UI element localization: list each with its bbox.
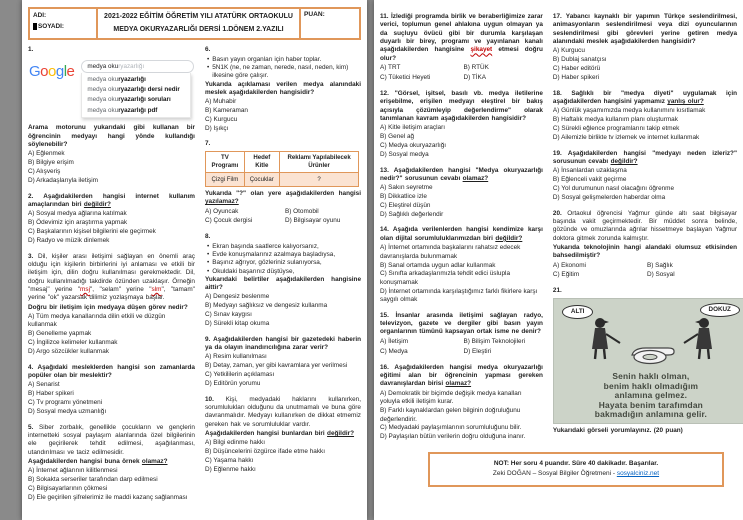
answer-option: D) Sosyal bbox=[646, 271, 675, 279]
question-stem: Yukarıda açıklaması verilen medya alanındaki meslek aşağıdakilerden hangisidir? bbox=[204, 80, 361, 96]
answer-option: C) Eğitim bbox=[552, 271, 580, 279]
question-stem: 4. Aşağıdaki mesleklerden hangisi son zamanlarda popüler olan bir meslektir? bbox=[28, 363, 195, 379]
exam-title-cell bbox=[97, 8, 300, 39]
caption-line: Hayata benim tarafımdan bbox=[598, 399, 703, 410]
answer-option: D) Haber spikeri bbox=[552, 74, 600, 82]
question-q5 bbox=[28, 424, 195, 503]
answer-option: D) Sosyal medya uzmanlığı bbox=[28, 408, 107, 416]
right-man-figure bbox=[684, 318, 712, 359]
caption-line: anlamına gelmez. bbox=[614, 390, 688, 401]
answer-options bbox=[28, 313, 195, 357]
bullet-icon: • bbox=[206, 55, 210, 63]
question-stem: Aşağıdakilerden hangisi bunlardan biri değildir? bbox=[204, 430, 355, 438]
bullet-icon: • bbox=[206, 63, 210, 71]
speech-bubble-right-text: DOKUZ bbox=[708, 306, 731, 314]
google-logo: Google bbox=[29, 62, 75, 80]
question-stem: Yukarıda "?" olan yere aşağıdakilerden hangisi yazılamaz? bbox=[204, 189, 361, 205]
answer-option: D) Ele geçirilen şifrelerimiz ile maddi kazanç sağlanması bbox=[28, 494, 188, 502]
bullet-text: Ekran başında saatlerce kalıyorsanız, bbox=[212, 242, 319, 250]
question-stem: Aşağıdakilerden hangisi buna örnek olamaz? bbox=[28, 457, 168, 465]
answer-option: A) Resim kullanılması bbox=[204, 353, 267, 361]
answer-option: C) Medya okuryazarlığı bbox=[380, 142, 447, 150]
exam-header-table bbox=[28, 7, 361, 40]
answer-option: D) Ailemizle birlikte tv izlemek ve internet kullanmak bbox=[552, 134, 700, 142]
answer-option: A) İletişim bbox=[380, 338, 409, 346]
question-q18 bbox=[553, 90, 737, 143]
question-body-text: 20. Ortaokul öğrencisi Yağmur günde altı saat bilgisayar başında vakit geçirmektedir. Bir müddet sonra belinde, gözünde ve omuzlarında ağrılar hissetmeye başlayan Yağmur doktora gitmek zorunda kalmıştır. bbox=[552, 209, 737, 242]
answer-option: B) Medyayı sağlıksız ve dengesiz kullanma bbox=[204, 302, 328, 310]
note-author: Zeki DOĞAN – Sosyal Bilgiler Öğretmeni - bbox=[492, 470, 617, 478]
answer-option: B) Eğlenceli vakit geçirme bbox=[552, 176, 627, 184]
bullet-item bbox=[205, 243, 361, 251]
answer-option: C) Haber editörü bbox=[552, 65, 601, 73]
answer-options bbox=[205, 353, 361, 388]
question-q16 bbox=[380, 364, 543, 442]
answer-option: D) Sosyal medya bbox=[380, 151, 429, 159]
caption-line: benim haklı olmadığım bbox=[603, 380, 699, 391]
bullet-icon: • bbox=[206, 259, 210, 267]
caption-line: bakmadığın anlamına gelir. bbox=[594, 409, 708, 420]
answer-option: B) Düşüncelerini özgürce ifade etme hakkı bbox=[204, 448, 326, 456]
bullet-item bbox=[205, 56, 361, 64]
question-stem: Yukarıdaki belirtiler aşağıdakilerden hangisine aittir? bbox=[204, 275, 361, 292]
answer-option: B) Sağlık bbox=[646, 262, 673, 270]
text-cursor-artifact bbox=[33, 23, 37, 30]
stem-underlined-word: değildir? bbox=[327, 430, 355, 438]
answer-option: C) Yaşama hakkı bbox=[204, 457, 254, 465]
exam-page-2 bbox=[374, 0, 743, 520]
suggestion-item: medya okuryazarlığı bbox=[87, 76, 146, 84]
page2-columns bbox=[380, 13, 737, 449]
question-q9 bbox=[205, 336, 361, 389]
question-stem: 11. İzlediği programda birlik ve beraberliğimize zarar verici, toplumun genel ahlakına uygun olmayan ya da suçluyu övücü gibi bir durumla karşılaşan duyarlı bir birey, programı ve yayınlanan kanalı aşağıdakilerden hangisine şikayet etmesi doğru olur? bbox=[380, 13, 543, 62]
answer-option: C) Kurgucu bbox=[204, 116, 238, 124]
cartoon-caption bbox=[554, 372, 743, 419]
cartoon-figures-drawing bbox=[554, 315, 743, 367]
answer-option: D) Işıkçı bbox=[204, 125, 229, 133]
question-q8 bbox=[205, 233, 361, 329]
answer-option: A) Dengesiz beslenme bbox=[204, 293, 270, 301]
question-q19 bbox=[553, 150, 737, 203]
question-stem: 21. bbox=[552, 287, 562, 295]
answer-options bbox=[28, 381, 195, 416]
answer-option: A) Bilgi edinme hakkı bbox=[204, 439, 265, 447]
table-header-cell: Hedef Kitle bbox=[244, 151, 279, 172]
answer-option: B) Haber spikeri bbox=[28, 390, 74, 398]
answer-option: D) TİKA bbox=[463, 73, 487, 81]
note-line1: NOT: Her soru 4 puandır. Süre 40 dakikadır. Başarılar. bbox=[493, 460, 659, 467]
question-stem: 7. bbox=[204, 140, 211, 148]
answer-option: B) Sokakta serseriler tarafından darp edilmesi bbox=[28, 476, 158, 484]
question-number: 5. bbox=[28, 423, 40, 431]
bullet-item bbox=[205, 251, 361, 259]
tv-program-table bbox=[205, 151, 359, 187]
search-query-completion: ryazarlığı bbox=[118, 62, 145, 70]
question-q6 bbox=[205, 46, 361, 133]
bullet-text: 5N1K (ne, ne zaman, nerede, nasıl, neden, kim) ilkesine göre çalışır. bbox=[212, 63, 349, 80]
answer-option: D) Sosyal gelişmelerden haberdar olma bbox=[552, 194, 666, 202]
stem-underlined-word: yazılamaz? bbox=[204, 197, 239, 205]
page1-column-1 bbox=[28, 46, 195, 509]
answer-option: C) Eleştirel düşün bbox=[380, 202, 431, 210]
answer-option: C) Yetkililerin açıklaması bbox=[204, 371, 275, 379]
question-stem: Doğru bir iletişim için medyaya düşen görev nedir? bbox=[28, 303, 188, 311]
answer-option: A) İnsanlardan uzaklaşma bbox=[552, 167, 627, 175]
answer-option: A) TRT bbox=[380, 64, 401, 72]
answer-option: C) Alışveriş bbox=[28, 168, 61, 176]
answer-option: D) Radyo ve müzik dinlemek bbox=[28, 237, 110, 245]
answer-option: B) Bilgiye erişim bbox=[28, 159, 74, 167]
answer-option: D) Paylaşılan bütün verilerin doğru olduğuna inanır. bbox=[380, 433, 526, 441]
search-query-typed: medya oku bbox=[87, 62, 119, 70]
answer-options bbox=[205, 293, 361, 328]
bullet-icon: • bbox=[206, 242, 210, 250]
answer-option: B) Bilişim Teknolojileri bbox=[463, 338, 526, 346]
answer-option: B) Otomobil bbox=[284, 207, 319, 215]
question-q1 bbox=[28, 46, 195, 185]
stem-underlined-word: olamaz? bbox=[141, 457, 168, 465]
answer-option: C) Sınav kaygısı bbox=[204, 311, 252, 319]
question-q4 bbox=[28, 364, 195, 417]
question-q12 bbox=[380, 90, 543, 160]
answer-option: A) Senarist bbox=[28, 381, 60, 389]
answer-option: B) Farklı kaynaklardan gelen bilginin doğruluğunu değerlendirir. bbox=[380, 407, 521, 423]
answer-option: B) Ödevimiz için araştırma yapmak bbox=[28, 219, 128, 227]
student-name-cell bbox=[29, 8, 97, 39]
question-q7 bbox=[205, 140, 361, 226]
answer-option: A) Eğlenmek bbox=[28, 150, 65, 158]
question-stem: 17. Yabancı kaynaklı bir yapımın Türkçe seslendirilmesi, animasyonların seslendirilmesi veya dizi oyuncularının seslendirilmesi gibi görevleri yerine getiren medya alanındaki meslek aşağıdakilerden hangisidir? bbox=[552, 13, 737, 45]
answer-option: A) Oyuncak bbox=[204, 207, 239, 215]
answer-options bbox=[28, 467, 195, 502]
six-nine-numeral bbox=[632, 348, 674, 364]
table-header-cell: Reklamı Yapılabilecek Ürünler bbox=[279, 151, 359, 172]
question-stem: 18. Sağlıklı bir "medya diyeti" uygulamak için aşağıdakilerden hangisini yapmamız yanlış olur? bbox=[552, 89, 737, 105]
answer-options bbox=[380, 124, 543, 159]
left-man-figure bbox=[592, 318, 620, 359]
spellcheck-marked-word: msj bbox=[80, 285, 90, 293]
answer-options bbox=[553, 167, 737, 202]
suggestion-item: medya okuryazarlığı pdf bbox=[87, 106, 158, 114]
answer-option: D) Eğlenme hakkı bbox=[204, 466, 256, 474]
answer-option: C) Sınıfta arkadaşlarımızla tehdit edici üslupla konuşmamak bbox=[380, 270, 511, 286]
bullet-item bbox=[205, 64, 361, 81]
answer-options bbox=[553, 107, 737, 142]
question-q2 bbox=[28, 193, 195, 246]
answer-option: D) Arkadaşlarıyla iletişim bbox=[28, 177, 98, 185]
cartoon-image bbox=[553, 298, 743, 424]
exam-title-line1: 2021-2022 EĞİTİM ÖĞRETİM YILI ATATÜRK ORTAOKULU bbox=[104, 13, 293, 20]
answer-options bbox=[205, 98, 361, 133]
answer-option: D) İnternet ortamında karşılaştığımız farklı fikirlere karşı saygılı olmak bbox=[380, 287, 538, 304]
question-q20 bbox=[553, 210, 737, 281]
question-stem: 9. Aşağıdakilerden hangisi bir gazetedeki haberin ya da olayın inandırıcılığına zarar verir? bbox=[204, 335, 361, 352]
answer-option: A) İnternet ağlarının kilitlenmesi bbox=[28, 467, 118, 475]
answer-option: C) Sürekli eğlence programlarını takip etmek bbox=[552, 125, 680, 133]
search-suggestions-list bbox=[81, 73, 191, 119]
answer-option: B) RTÜK bbox=[463, 64, 489, 72]
question-stem: 15. İnsanlar arasında iletişimi sağlayan radyo, televizyon, gazete ve dergiler gibi basın yayın organlarının tümünü kapsayan ortak isme ne denir? bbox=[380, 311, 543, 336]
question-stem: 16. Aşağıdakilerden hangisi medya okuryazarlığı eğitimi alan bir öğrencinin yapması gereken davranışlardan birisi olamaz? bbox=[380, 363, 543, 388]
question-body-text: 10. Kişi, medyadaki haklarını kullanırken, sorumlulukları olduğunu da unutmamalı ve buna göre davranmalıdır. Medyayı kullanırken de dikkat etmemiz gereken hak ve sorumluluklar vardır. bbox=[204, 395, 362, 428]
stem-underlined-word: olamaz? bbox=[445, 380, 472, 388]
answer-option: B) Sanal ortamda uygun adlar kullanmak bbox=[380, 261, 496, 269]
answer-option: B) Dublaj sanatçısı bbox=[552, 56, 607, 64]
question-stem: 1. bbox=[28, 46, 34, 54]
question-q17 bbox=[553, 13, 737, 83]
search-input bbox=[81, 60, 194, 73]
question-stem: 12. "Görsel, işitsel, basılı vb. medya iletilerine erişebilme, erişilen medyayı eleştirel bir bakış açısıyla çözümleyip değerlendirme" olarak tanımlanan kavram aşağıdakilerden hangisidir? bbox=[380, 89, 543, 122]
bullet-text: Okuldaki başarınız düştüyse, bbox=[212, 267, 295, 275]
question-stem: 8. bbox=[204, 233, 211, 241]
answer-option: A) Tüm medya kanallarında dilin etkili ve düzgün kullanmak bbox=[28, 312, 166, 329]
answer-options bbox=[380, 338, 543, 357]
table-header-cell: TV Programı bbox=[205, 151, 244, 172]
stem-underlined-word: değildir? bbox=[83, 200, 111, 208]
spellcheck-marked-word: slm bbox=[151, 285, 162, 293]
answer-option: A) Muhabir bbox=[204, 98, 237, 106]
answer-option: D) Sürekli kitap okuma bbox=[204, 320, 270, 328]
answer-option: D) Editörün yorumu bbox=[204, 380, 261, 388]
answer-option: C) Tv programı yönetmeni bbox=[28, 399, 103, 407]
stem-underlined-word: yanlış olur? bbox=[667, 97, 704, 105]
bullet-text: Basın yayın organları için haber toplar. bbox=[212, 55, 322, 63]
answer-option: B) Genelleme yapmak bbox=[28, 330, 92, 338]
answer-options bbox=[380, 184, 543, 219]
question-body-text: 5. Siber zorbalık, genellikle çocukların ve gençlerin internetteki sosyal paylaşım alanlarında özel bilgilerinin ele geçirilerek tehdit edilmesi, aşağılanması, utandırılması ve taciz edilmesidir. bbox=[28, 423, 195, 456]
question-number: 3. bbox=[28, 252, 38, 260]
question-number: 10. bbox=[204, 395, 226, 403]
answer-option: B) Genel ağ bbox=[380, 133, 415, 141]
answer-option: D) Sağlıklı değerlendir bbox=[380, 211, 444, 219]
answer-option: B) Kameraman bbox=[204, 107, 248, 115]
question-q13 bbox=[380, 167, 543, 220]
stem-underlined-word: değildir? bbox=[495, 234, 523, 242]
bullet-item bbox=[205, 259, 361, 267]
name-label: ADI: bbox=[33, 12, 47, 19]
answer-option: A) Sosyal medya ağlarına katılmak bbox=[28, 210, 127, 218]
suggestion-item: medya okuryazarlığı soruları bbox=[87, 96, 171, 104]
website-link[interactable]: sosyalciniz.net bbox=[616, 470, 660, 478]
answer-option: C) Bilgisayarlarının çökmesi bbox=[28, 485, 108, 493]
answer-option: C) Yol durumunun nasıl olacağını öğrenme bbox=[552, 185, 675, 193]
table-cell: Çizgi Film bbox=[205, 173, 244, 187]
table-cell: ? bbox=[279, 173, 359, 187]
answer-options bbox=[28, 150, 195, 185]
question-stem: 19. Aşağıdakilerden hangisi "medyayı neden izleriz?" sorusunun cevabı değildir? bbox=[552, 149, 737, 165]
answer-option: A) Ekonomi bbox=[552, 262, 586, 270]
answer-options bbox=[205, 439, 361, 474]
answer-option: C) Medya bbox=[380, 347, 408, 355]
question-stem: Arama motorunu yukarıdaki gibi kullanan bir öğrencinin medyayı hangi yönde kullandığı söylenebilir? bbox=[28, 124, 195, 148]
answer-option: A) Günlük yaşamımızda medya kullanımını kısıtlamak bbox=[552, 107, 706, 115]
question-stem: Yukarıdaki görseli yorumlayınız. (20 puan) bbox=[552, 426, 683, 434]
note-box bbox=[428, 452, 724, 487]
answer-option: B) Detay, zaman, yer gibi kavramlara yer verilmesi bbox=[204, 362, 348, 370]
suggestion-item: medya okuryazarlığı dersi nedir bbox=[87, 86, 180, 94]
question-q11 bbox=[380, 13, 543, 83]
answer-options bbox=[553, 47, 737, 82]
answer-option: C) Medyadaki paylaşımlarının sorumluluğunu bilir. bbox=[380, 424, 522, 432]
google-search-panel bbox=[81, 60, 194, 119]
answer-option: D) Eleştiri bbox=[463, 347, 492, 355]
question-q14 bbox=[380, 226, 543, 304]
question-q15 bbox=[380, 312, 543, 357]
answer-option: D) Bilgisayar oyunu bbox=[284, 217, 341, 225]
page2-column-2 bbox=[553, 13, 737, 442]
question-stem: 13. Aşağıdakilerden hangisi "Medya okuryazarlığı nedir?" sorusunun cevabı olamaz? bbox=[380, 166, 543, 182]
question-stem: 14. Aşağıda verilenlerden hangisi kendimize karşı olan dijital sorumluluklarımızdan biri değildir? bbox=[380, 226, 543, 242]
speech-bubble-left-text: ALTI bbox=[570, 308, 585, 316]
bullet-item bbox=[205, 268, 361, 276]
table-cell: Çocuklar bbox=[244, 173, 279, 187]
answer-option: A) Kitle iletişim araçları bbox=[380, 124, 445, 132]
answer-options bbox=[380, 244, 543, 305]
bullet-text: Başınız ağrıyor, gözleriniz sulanıyorsa, bbox=[212, 259, 322, 267]
stem-underlined-word: değildir? bbox=[610, 157, 638, 165]
stem-underlined-word: olamaz? bbox=[462, 174, 489, 182]
page1-columns bbox=[28, 46, 361, 509]
answer-options bbox=[380, 64, 543, 83]
note-line2 bbox=[434, 469, 718, 479]
exam-title-line2: MEDYA OKURYAZARLIĞI DERSİ 1.DÖNEM 2.YAZILI bbox=[113, 25, 284, 33]
question-q3 bbox=[28, 253, 195, 357]
bullet-icon: • bbox=[206, 250, 210, 258]
answer-option: C) İngilizce kelimeler kullanmak bbox=[28, 339, 118, 347]
answer-option: A) Sakın seyretme bbox=[380, 184, 433, 192]
answer-options bbox=[380, 390, 543, 442]
question-body-text: 3. Dil, kişiler arası iletişimi sağlayan en önemli araç olduğu için kişilerin birbirlerini iyi anlaması ve etkili bir iletişim için, dilin doğru kullanılması gerekmektedir. Dil, doğru kullanılmadığı takdirde özünden uzaklaşır. Örneğin "mesaj" yerine "msj", "selam" yerine "slm", "tamam" yerine "ok" yazarsak dilimiz yozlaşmaya başlar. bbox=[28, 252, 195, 302]
question-stem: 6. bbox=[204, 46, 211, 54]
answer-option: A) Kurgucu bbox=[552, 47, 585, 55]
question-number: 20. bbox=[552, 209, 568, 217]
answer-option: B) Dikkatlice izle bbox=[380, 193, 427, 201]
google-search-screenshot bbox=[28, 58, 195, 121]
answer-option: C) Başkalarının kişisel bilgilerini ele geçirmek bbox=[28, 228, 156, 236]
spellcheck-marked-word: şikayet bbox=[470, 46, 493, 54]
answer-option: C) Çocuk dergisi bbox=[204, 217, 253, 225]
exam-page-1 bbox=[22, 0, 367, 520]
page2-column-1 bbox=[380, 13, 543, 449]
answer-option: D) Argo sözcükler kullanmak bbox=[28, 348, 109, 356]
surname-label: SOYADI: bbox=[38, 22, 65, 30]
score-cell: PUAN: bbox=[300, 8, 360, 39]
question-stem: Yukarıda teknolojinin hangi alandaki olumsuz etkisinden bahsedilmiştir? bbox=[552, 243, 737, 260]
answer-options bbox=[553, 262, 737, 281]
answer-options bbox=[205, 207, 361, 226]
bullet-text: Evde konuşmalarınız azalmaya başladıysa, bbox=[212, 250, 336, 258]
page1-column-2 bbox=[205, 46, 361, 482]
answer-option: A) İnternet ortamında başkalarını rahatsız edecek davranışlarda bulunmamak bbox=[380, 244, 521, 260]
caption-line: Senin haklı olman, bbox=[612, 371, 690, 382]
answer-option: C) Tüketici Heyeti bbox=[380, 73, 431, 81]
question-stem: 2. Aşağıdakilerden hangisi internet kullanım amaçlarından biri değildir? bbox=[28, 192, 195, 208]
answer-options bbox=[28, 210, 195, 245]
answer-option: A) Demokratik bir biçimde değişik medya kanalları yoluyla etkili iletişim kurar. bbox=[380, 389, 522, 406]
answer-option: B) Haftalık medya kullanım planı oluşturmak bbox=[552, 116, 678, 124]
question-q10 bbox=[205, 396, 361, 475]
question-q21 bbox=[553, 287, 737, 435]
bullet-icon: • bbox=[206, 267, 210, 275]
